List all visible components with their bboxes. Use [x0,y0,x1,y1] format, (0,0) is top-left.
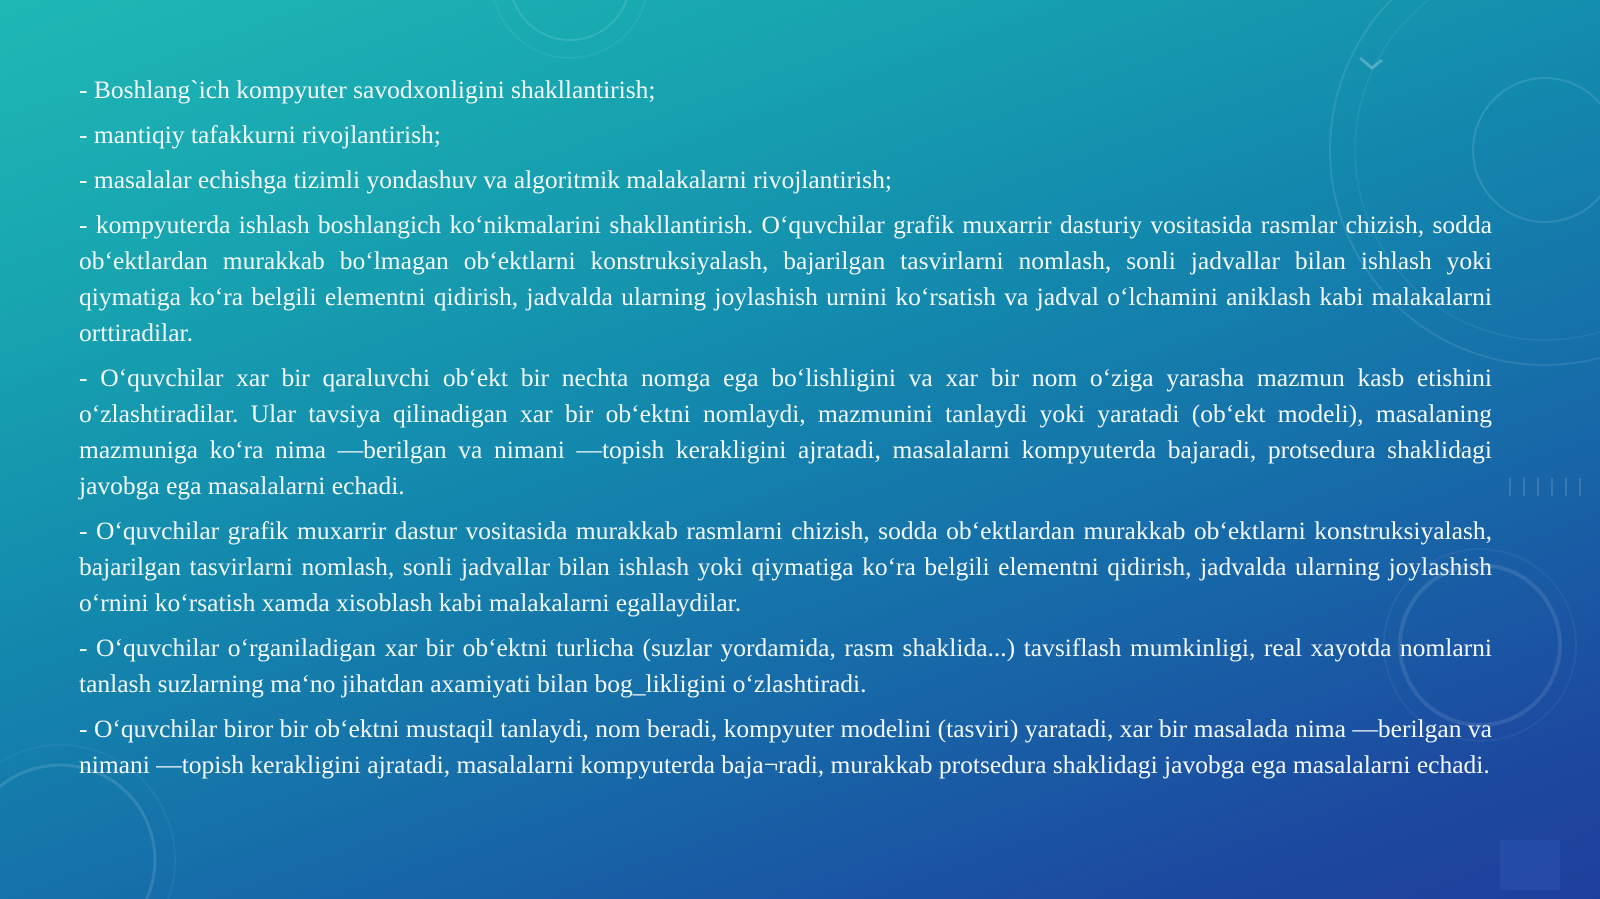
paragraph-3: - masalalar echishga tizimli yondashuv va algoritmik malakalarni rivojlantirish; [79,165,892,194]
paragraph-4: - kompyuterda ishlash boshlangich koʻnikmalarini shakllantirish. Oʻquvchilar grafik muxarrir dasturiy vositasida rasmlar chizish, sodda obʻektlardan murakkab boʻlmagan obʻektlarni konstruksiyalash, bajarilgan tasvirlarni nomlash, sonli jadvallar bilan ishlash yoki qiymatiga koʻra belgili elementni qidirish, jadvalda ularning joylashish urnini koʻrsatish va jadval oʻlchamini aniklash kabi malakalarni orttiradilar. [79,210,1492,347]
paragraph-6: - Oʻquvchilar grafik muxarrir dastur vositasida murakkab rasmlarni chizish, sodda obʻektlardan murakkab obʻektlarni konstruksiyalash, bajarilgan tasvirlarni nomlash, sonli jadvallar bilan ishlash yoki qiymatiga koʻra belgili elementni qidirish, jadvalda ularning joylashish oʻrnini koʻrsatish xamda xisoblash kabi malakalarni egallaydilar. [79,516,1492,617]
paragraph-7: - Oʻquvchilar oʻrganiladigan xar bir obʻektni turlicha (suzlar yordamida, rasm shaklida...) tavsiflash mumkinligi, real xayotda nomlarni tanlash suzlarning maʻno jihatdan axamiyati bilan bog_likligini oʻzlashtiradi. [79,633,1492,698]
top-arc-decoration [492,0,648,58]
paragraph-5: - Oʻquvchilar xar bir qaraluvchi obʻekt bir nechta nomga ega boʻlishligini va xar bir nom oʻziga yarasha mazmun kasb etishini oʻzlashtiradilar. Ular tavsiya qilinadigan xar bir obʻektni nomlaydi, mazmunini tanlaydi yoki yaratadi (obʻekt modeli), masalaning mazmuniga koʻra nima —berilgan va nimani —topish kerakligini ajratadi, masalalarni kompyuterda bajaradi, protsedura shaklidagi javobga ega masalalarni echadi. [79,363,1492,500]
paragraph-1: - Boshlang`ich kompyuter savodxonligini shakllantirish; [79,75,656,104]
paragraph-8: - Oʻquvchilar biror bir obʻektni mustaqil tanlaydi, nom beradi, kompyuter modelini (tasviri) yaratadi, xar bir masalada nima —berilgan va nimani —topish kerakligini ajratadi, masalalarni kompyuterda baja¬radi, murakkab protsedura shaklidagi javobga ega masalalarni echadi. [79,714,1492,779]
tick-marks-decoration [1510,478,1580,496]
paragraph-2: - mantiqiy tafakkurni rivojlantirish; [79,120,441,149]
bottom-right-highlight [1500,840,1560,890]
slide-body-text [79,72,1492,792]
